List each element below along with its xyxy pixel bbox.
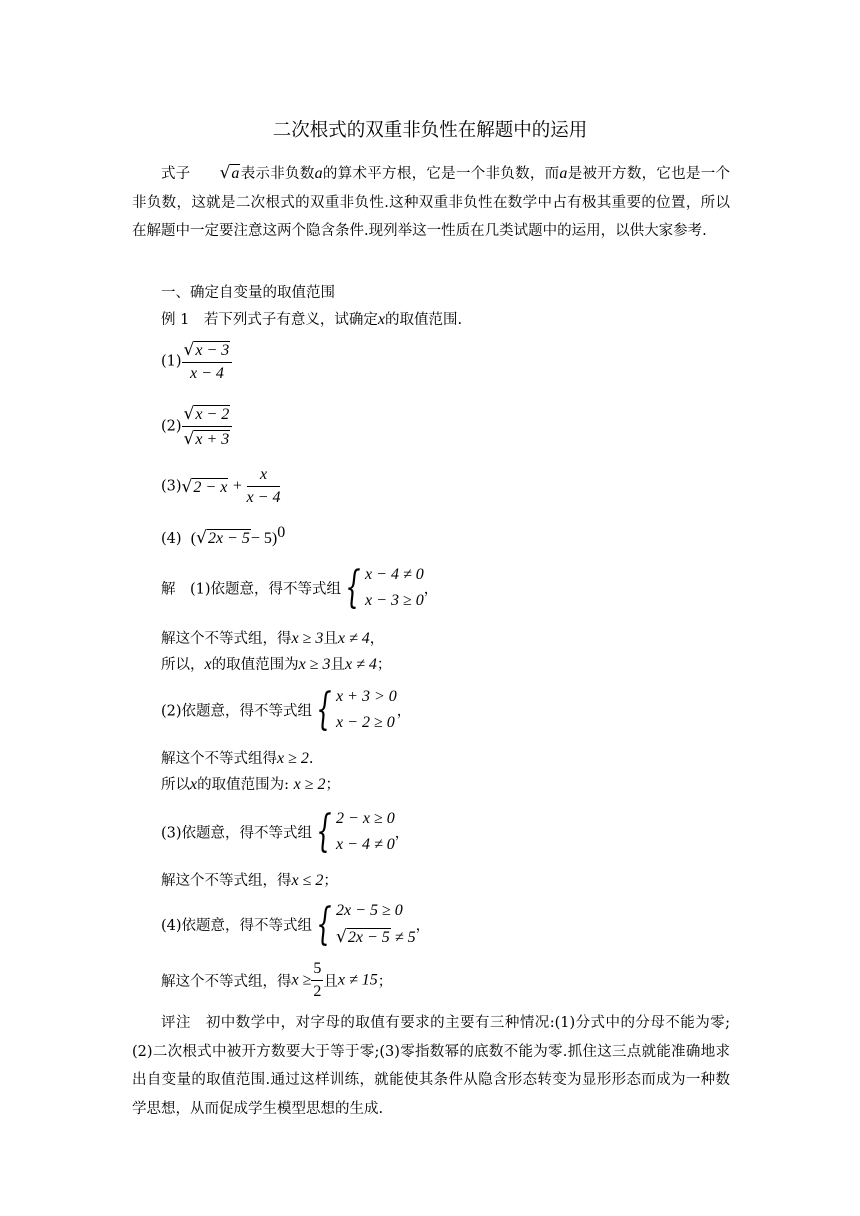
comment-paragraph: 评注 初中数学中，对字母的取值有要求的主要有三种情况:(1)分式中的分母不能为零;(2)二次根式中被开方数要大于等于零;(3)零指数幂的底数不能为零.抓住这三点就能准确地求出自变量的取值范围.通过这样训练，就能使其条件从隐含形态转变为显形形态而成为一种数学思想，从而促成学生模型思想的生成.: [132, 1015, 730, 1117]
problem-4: [161, 524, 285, 548]
intro-text: 式子: [161, 166, 191, 182]
intro-text: 表示非负数: [240, 166, 315, 182]
intro-paragraph: [132, 159, 730, 246]
denominator: x − 4: [189, 365, 224, 382]
intro-text: 是被开方数，它也是一个非负数，这就是二次根式的双重非负性.这种双重非负性在数学中占有极其重要的位置，所以在解题中一定要注意这两个隐含条件.现列举这一性质在几类试题中的运用，以供大家参考.: [132, 166, 731, 239]
plus-sign: +: [232, 477, 242, 495]
radicand: x − 3: [195, 342, 230, 359]
example-text: 的取值范围.: [384, 312, 463, 328]
example-text: 若下列式子有意义，试确定: [203, 312, 378, 328]
problem-2: [161, 404, 232, 449]
punct: ，: [423, 581, 439, 598]
inequality-system: { x + 3 > 0 x − 2 ≥ 0: [316, 684, 397, 735]
radicand: x + 3: [195, 431, 230, 448]
section-heading: 一、确定自变量的取值范围: [161, 285, 335, 301]
page-title: 二次根式的双重非负性在解题中的运用: [272, 120, 588, 141]
sqrt-expr: √2 − x: [181, 476, 228, 497]
inequality-system: { 2 − x ≥ 0 x − 4 ≠ 0: [316, 806, 395, 857]
solution-text: 解 (1)依题意，得不等式组: [161, 581, 342, 598]
punct: ，: [396, 703, 412, 720]
problem-label: (2): [161, 418, 182, 435]
exponent: 0: [277, 524, 286, 541]
radicand: 2x − 5: [207, 529, 250, 547]
fraction: $\frac{√x - 3}{x - 4}$: [182, 340, 233, 383]
paren: (: [190, 529, 197, 547]
punct: ，: [394, 825, 410, 842]
solution-4: [161, 898, 430, 951]
problem-label: (1): [161, 353, 182, 370]
math-var: x: [377, 311, 385, 328]
fraction: $\frac{5}{2}$: [313, 960, 322, 1000]
fraction: $\frac{x}{x - 4}$: [246, 466, 281, 506]
solution-text: (2)依题意，得不等式组: [161, 703, 313, 720]
solution-2: [161, 684, 411, 736]
solution-4-result: 解这个不等式组，得x ≥ $\frac{5}{2}$ 且x ≠ 15；: [161, 960, 393, 1000]
radicand: 2 − x: [193, 478, 228, 496]
example-label: 例 1: [161, 312, 190, 328]
problem-label: (4): [161, 530, 182, 547]
solution-1-range: 所以，x的取值范围为x ≥ 3且x ≠ 4；: [161, 656, 392, 673]
solution-text: (3)依题意，得不等式组: [161, 825, 313, 842]
math-var: a: [314, 165, 323, 182]
intro-text: 的算术平方根，它是一个非负数，而: [322, 166, 560, 182]
punct: ，: [415, 918, 431, 934]
sqrt-a: √a: [219, 163, 240, 183]
solution-1: [161, 562, 438, 614]
inequality-system: { x − 4 ≠ 0 x − 3 ≥ 0: [345, 562, 424, 613]
solution-2-result: 解这个不等式组得x ≥ 2.: [161, 750, 314, 767]
problem-label: (3): [161, 478, 182, 495]
expr-rest: − 5): [250, 529, 278, 547]
solution-2-range: 所以x的取值范围为: x ≥ 2；: [161, 776, 340, 793]
radicand: x − 2: [195, 406, 230, 423]
solution-3: [161, 806, 409, 858]
fraction: $\frac{√x - 2}{√x + 3}$: [182, 404, 233, 449]
solution-3-result: 解这个不等式组，得x ≤ 2；: [161, 872, 338, 889]
solution-1-result: 解这个不等式组，得x ≥ 3且x ≠ 4，: [161, 630, 385, 647]
inequality-system: { 2x − 5 ≥ 0 √2x − 5 ≠ 5: [316, 898, 416, 950]
sqrt-expr: √2x − 5: [196, 527, 250, 548]
math-var: a: [559, 165, 568, 182]
problem-1: [161, 340, 232, 383]
solution-text: (4)依题意，得不等式组: [161, 918, 313, 934]
example-1: [161, 308, 462, 329]
problem-3: [161, 466, 280, 507]
